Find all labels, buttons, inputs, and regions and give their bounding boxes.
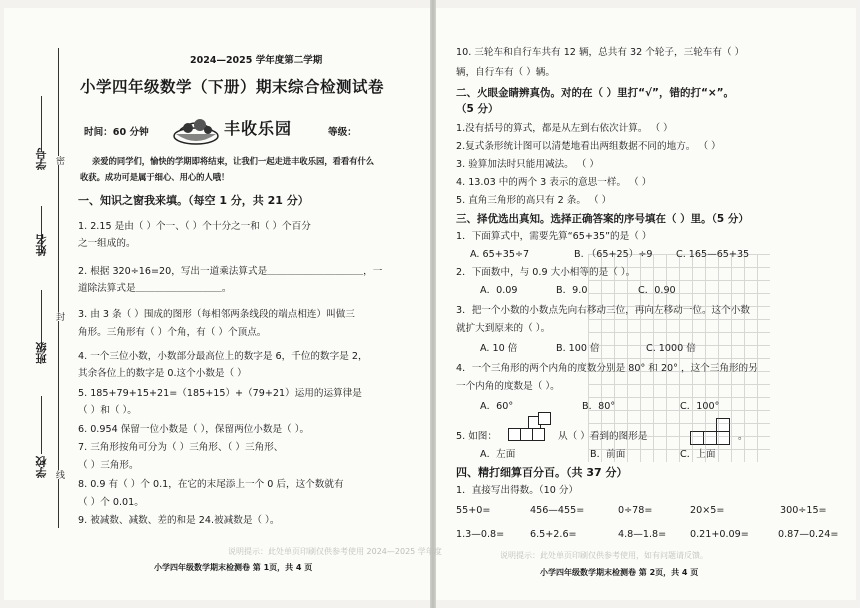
calc-item: 20×5= <box>690 505 725 516</box>
question-line: （ ）三角形。 <box>78 460 139 471</box>
mc-option: B. （65+25）÷9 <box>574 249 653 260</box>
page-1-footer: 小学四年级数学期末检测卷 第 1页，共 4 页 <box>154 563 313 572</box>
mc-option: A. 10 倍 <box>480 343 518 354</box>
mc-option: B. 100 倍 <box>556 343 600 354</box>
mc-option: B．80° <box>582 401 616 412</box>
mc-question-4-line-1: 4．一个三角形的两个内角的度数分别是 80° 和 20° ，这个三角形的另 <box>456 363 758 374</box>
banner-title: 丰收乐园 <box>224 119 293 138</box>
question-line: 2. 根据 320÷16=20，写出一道乘法算式是＿＿＿＿＿＿＿＿＿＿，一 <box>78 266 383 277</box>
mc-question-3-line-2: 就扩大到原来的（ ）。 <box>456 323 551 334</box>
section-3-title: 三、择优选出真知。选择正确答案的序号填在（ ）里。（5 分） <box>456 213 749 225</box>
bleed-through-text: 说明提示：此处单页印刷仅供参考使用 2024—2025 学年度 <box>228 547 442 556</box>
school-label: 学校 <box>35 456 48 478</box>
bleed-through-text: 说明提示：此处单页印刷仅供参考使用，如有问题请反馈。 <box>500 551 708 560</box>
question-10-line-1: 10. 三轮车和自行车共有 12 辆，总共有 32 个轮子，三轮车有（ ） <box>456 47 745 58</box>
true-false-item: 1.没有括号的算式，都是从左到右依次计算。 （ ） <box>456 123 673 134</box>
true-false-item: 3. 验算加法时只能用减法。 （ ） <box>456 159 600 170</box>
seal-marker-mi: 密 <box>54 156 64 165</box>
question-line: 道除法算式是＿＿＿＿＿＿＿＿＿。 <box>78 283 232 294</box>
cube-stack-figure <box>508 412 552 444</box>
mc-option: A．左面 <box>480 449 516 460</box>
true-false-item: 2.复式条形统计图可以清楚地看出两组数据不同的地方。 （ ） <box>456 141 721 152</box>
calc-item: 300÷15= <box>780 505 827 516</box>
question-line: 4. 一个三位小数，小数部分最高位上的数字是 6，千位的数字是 2， <box>78 351 368 362</box>
name-label: 姓名 <box>35 234 48 256</box>
mc-question-5-end: 。 <box>738 431 748 442</box>
class-label: 班级 <box>35 342 48 364</box>
question-line: 6. 0.954 保留一位小数是（ ），保留两位小数是（ ）。 <box>78 424 310 435</box>
seal-marker-xian: 线 <box>54 470 64 479</box>
section-2-score: （5 分） <box>456 103 499 115</box>
calc-item: 55+0= <box>456 505 491 516</box>
mc-option: C．上面 <box>680 449 716 460</box>
question-line: 1. 2.15 是由（ ）个一、（ ）个十分之一和（ ）个百分 <box>78 221 311 232</box>
question-line: （ ）和（ ）。 <box>78 405 137 416</box>
harvest-banner <box>170 112 300 146</box>
exam-title: 小学四年级数学（下册）期末综合检测试卷 <box>80 78 385 96</box>
calc-item: 0÷78= <box>618 505 653 516</box>
center-fold <box>430 0 436 608</box>
student-id-blank <box>41 96 42 152</box>
question-line: 之一组成的。 <box>78 238 136 249</box>
calc-item: 6.5+2.6= <box>530 529 577 540</box>
grid-paper <box>588 254 770 462</box>
calc-item: 1.3—0.8= <box>456 529 505 540</box>
true-false-item: 5. 直角三角形的高只有 2 条。 （ ） <box>456 195 612 206</box>
question-line: 5. 185+79+15+21=（185+15）+（79+21）运用的运算律是 <box>78 388 362 399</box>
question-line: 角形。三角形有（ ）个角，有（ ）个顶点。 <box>78 327 267 338</box>
mc-option: C．0.90 <box>638 285 676 296</box>
basket-icon <box>170 112 222 146</box>
mc-option: C. 1000 倍 <box>646 343 696 354</box>
section-4-title: 四、精打细算百分百。（共 37 分） <box>456 466 628 479</box>
greeting-line-1: 亲爱的同学们，愉快的学期即将结束，让我们一起走进丰收乐园，看看有什么 <box>92 156 375 166</box>
calc-item: 0.87—0.24= <box>778 529 839 540</box>
calc-item: 456—455= <box>530 505 585 516</box>
year-term: 2024—2025 学年度第二学期 <box>190 55 323 66</box>
grade-label: 等级： <box>328 127 357 138</box>
mc-option: C．100° <box>680 401 720 412</box>
mc-question-5-prefix: 5. 如图： <box>456 431 497 442</box>
page-2-footer: 小学四年级数学期末检测卷 第 2页，共 4 页 <box>540 568 699 577</box>
mc-option: C. 165—65+35 <box>676 249 750 260</box>
mc-option: A．60° <box>480 401 514 412</box>
calc-title: 1．直接写出得数。（10 分） <box>456 485 579 496</box>
question-line: （ ）个 0.01。 <box>78 497 144 508</box>
seal-marker-feng: 封 <box>54 312 64 321</box>
mc-option: A. 65+35÷7 <box>470 249 530 260</box>
mc-question-1: 1．下面算式中，需要先算“65+35”的是（ ） <box>456 231 652 242</box>
question-line: 3. 由 3 条（ ）围成的图形（每相邻两条线段的端点相连）叫做三 <box>78 309 355 320</box>
question-10-line-2: 辆，自行车有（ ）辆。 <box>456 67 555 78</box>
section-2-title: 二、火眼金睛辨真伪。对的在（ ）里打“√”，错的打“×”。 <box>456 87 735 99</box>
question-line: 7. 三角形按角可分为（ ）三角形、（ ）三角形、 <box>78 442 284 453</box>
true-false-item: 4. 13.03 中的两个 3 表示的意思一样。 （ ） <box>456 177 652 188</box>
seal-line <box>58 48 59 528</box>
mc-question-3-line-1: 3．把一个小数的小数点先向右移动三位，再向左移动一位。这个小数 <box>456 305 750 316</box>
mc-question-4-line-2: 一个内角的度数是（ ）。 <box>456 381 560 392</box>
calc-item: 0.21+0.09= <box>690 529 749 540</box>
mc-option: B．前面 <box>590 449 626 460</box>
greeting-line-2: 收获。成功可是属于细心、用心的人哦！ <box>80 172 230 182</box>
question-line: 8. 0.9 有（ ）个 0.1，在它的末尾添上一个 0 后，这个数就有 <box>78 479 344 490</box>
time-label: 时间：60 分钟 <box>84 127 149 138</box>
calc-item: 4.8—1.8= <box>618 529 667 540</box>
binding-strip <box>4 8 76 600</box>
student-id-label: 学号 <box>35 148 48 170</box>
section-1-title: 一、知识之窗我来填。（每空 1 分，共 21 分） <box>78 194 309 207</box>
school-blank <box>41 396 42 454</box>
mc-option: B．9.0 <box>556 285 588 296</box>
mc-option: A．0.09 <box>480 285 518 296</box>
mc-question-2: 2．下面数中，与 0.9 大小相等的是（ ）。 <box>456 267 636 278</box>
class-blank <box>41 290 42 348</box>
question-line: 其余各位上的数字是 0.这个小数是（ ） <box>78 368 247 379</box>
mc-question-5-mid: 从（ ）看到的图形是 <box>558 431 648 442</box>
question-line: 9. 被减数、减数、差的和是 24.被减数是（ ）。 <box>78 515 280 526</box>
